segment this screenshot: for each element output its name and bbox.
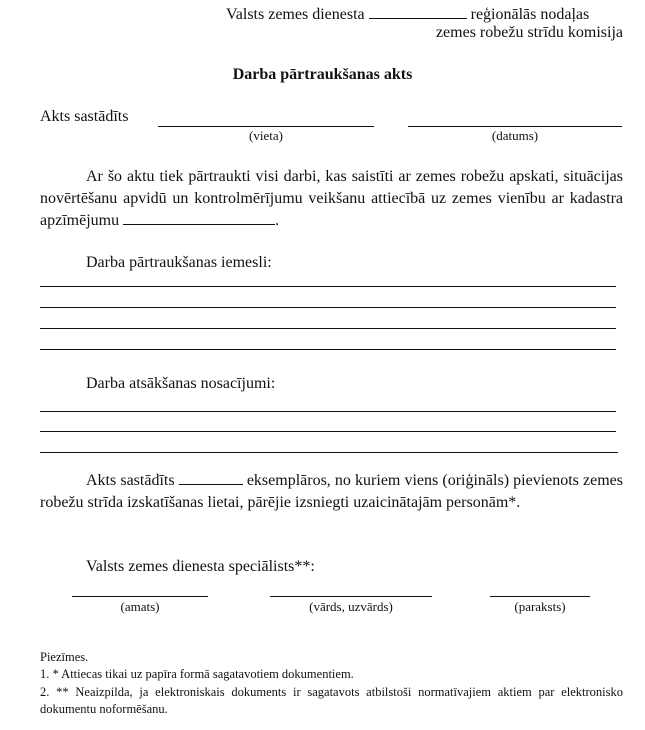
- copies-after: eksemplāros, no kuriem viens (oriģināls) pievienots zemes robežu strīda izskatīšanas lietai, pārējie izsniegti uzaicinātajām personām*.: [40, 472, 624, 511]
- reasons-line[interactable]: [40, 307, 616, 308]
- reasons-line[interactable]: [40, 286, 616, 287]
- resume-line[interactable]: [40, 431, 616, 432]
- resume-line[interactable]: [40, 452, 618, 453]
- header-suffix: reģionālās nodaļas: [470, 6, 590, 23]
- region-blank[interactable]: [369, 4, 467, 19]
- name-caption: (vārds, uzvārds): [309, 599, 393, 614]
- copies-before: Akts sastādīts: [86, 472, 175, 489]
- cadastre-field[interactable]: [123, 210, 275, 225]
- copies-paragraph: [40, 470, 623, 514]
- note-item-2: 2. ** Neaizpilda, ja elektroniskais dokuments ir sagatavots atbilstoši normatīvajiem aktiem par elektronisko dokumentu noformēšanu.: [40, 685, 623, 716]
- intro-paragraph: [40, 166, 623, 232]
- header-line-2: zemes robežu strīdu komisija: [435, 24, 623, 41]
- resume-line[interactable]: [40, 411, 616, 412]
- place-field[interactable]: [158, 126, 374, 127]
- specialist-label: Valsts zemes dienesta speciālists**:: [86, 558, 315, 575]
- date-caption: (datums): [491, 128, 539, 143]
- resume-label: Darba atsākšanas nosacījumi:: [86, 375, 276, 392]
- intro-text: Ar šo aktu tiek pārtraukti visi darbi, kas saistīti ar zemes robežu apskati, situācijas novērtēšanu apvidū un kontrolmērījumu veikšanu attiecībā uz zemes vienību ar kadastra apzīmējumu: [40, 168, 623, 229]
- position-caption: (amats): [120, 599, 160, 614]
- page-title: Darba pārtraukšanas akts: [232, 66, 413, 83]
- name-field[interactable]: [270, 596, 432, 597]
- header-prefix: Valsts zemes dienesta: [226, 6, 365, 23]
- note-item-1: 1. * Attiecas tikai uz papīra formā sagatavotiem dokumentiem.: [40, 667, 354, 681]
- signature-caption: (paraksts): [514, 599, 566, 614]
- reasons-label: Darba pārtraukšanas iemesli:: [86, 254, 272, 271]
- position-field[interactable]: [72, 596, 208, 597]
- reasons-line[interactable]: [40, 328, 616, 329]
- header-line-1: [226, 4, 589, 24]
- signature-field[interactable]: [490, 596, 590, 597]
- date-field[interactable]: [408, 126, 622, 127]
- intro-end: .: [275, 212, 280, 229]
- copies-count-field[interactable]: [179, 470, 243, 485]
- notes-heading: Piezīmes.: [40, 650, 89, 664]
- compiled-label: Akts sastādīts: [40, 108, 129, 125]
- reasons-line[interactable]: [40, 349, 616, 350]
- place-caption: (vieta): [249, 128, 283, 143]
